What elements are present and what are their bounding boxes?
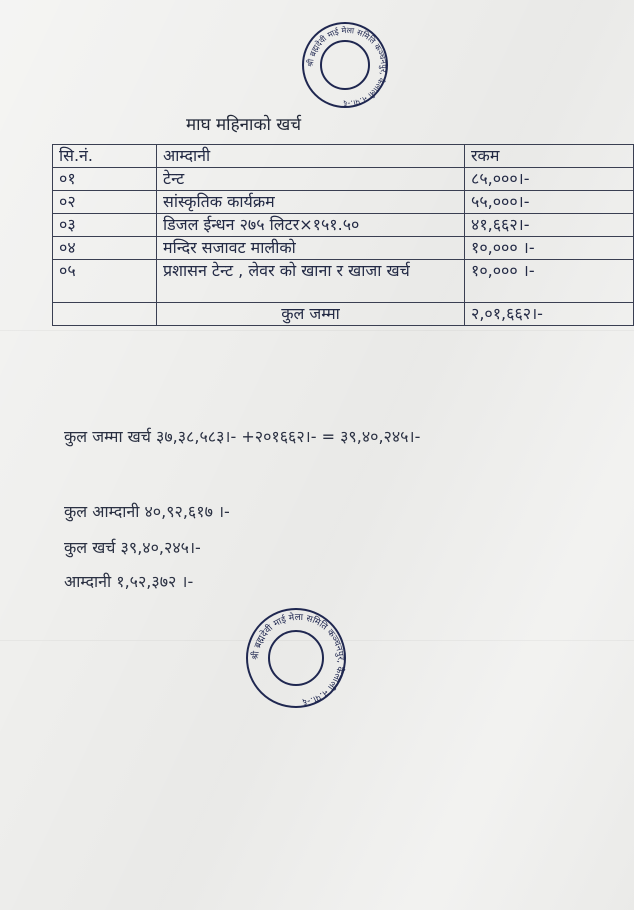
svg-text:श्री ब्रह्मदेवी माई मेला समिति: श्री ब्रह्मदेवी माई मेला समिति कञ्चनपुर, कैलाली न.पा.-६ bbox=[305, 25, 389, 109]
table-row bbox=[53, 214, 634, 237]
row-amount: १०,००० ।- bbox=[465, 260, 634, 303]
row-item: डिजल ईन्धन २७५ लिटर×१५१.५० bbox=[157, 214, 465, 237]
table-row bbox=[53, 237, 634, 260]
table-row bbox=[53, 260, 634, 303]
svg-text:श्री ब्रह्मदेवी माई मेला समिति: श्री ब्रह्मदेवी माई मेला समिति कञ्चनपुर, कैलाली न.पा.-६ bbox=[250, 612, 346, 707]
total-income-line: कुल आम्दानी ४०,९२,६१७ ।- bbox=[64, 502, 230, 521]
total-expense-line: कुल खर्च ३९,४०,२४५।- bbox=[64, 538, 201, 557]
expense-table bbox=[52, 144, 634, 326]
seal-text-ring bbox=[304, 24, 390, 110]
row-sn: ०३ bbox=[53, 214, 157, 237]
row-amount: ४१,६६२।- bbox=[465, 214, 634, 237]
row-amount: ८५,०००।- bbox=[465, 168, 634, 191]
total-empty-cell bbox=[53, 303, 157, 326]
header-amount: रकम bbox=[465, 145, 634, 168]
table-row bbox=[53, 168, 634, 191]
row-amount: १०,००० ।- bbox=[465, 237, 634, 260]
row-amount: ५५,०००।- bbox=[465, 191, 634, 214]
table-row bbox=[53, 191, 634, 214]
row-sn: ०२ bbox=[53, 191, 157, 214]
paper-crease bbox=[0, 330, 634, 331]
seal-text-ring bbox=[248, 610, 348, 710]
table-header-row bbox=[53, 145, 634, 168]
total-amount: २,०१,६६२।- bbox=[465, 303, 634, 326]
row-sn: ०१ bbox=[53, 168, 157, 191]
committee-seal-top bbox=[302, 22, 388, 108]
row-item: मन्दिर सजावट मालीको bbox=[157, 237, 465, 260]
total-label: कुल जम्मा bbox=[157, 303, 465, 326]
row-item: सांस्कृतिक कार्यक्रम bbox=[157, 191, 465, 214]
net-income-line: आम्दानी १,५२,३७२ ।- bbox=[64, 572, 194, 591]
header-sn: सि.नं. bbox=[53, 145, 157, 168]
total-expense-calculation: कुल जम्मा खर्च ३७,३८,५८३।- +२०१६६२।- = ३९,४०,२४५।- bbox=[64, 427, 421, 446]
row-sn: ०४ bbox=[53, 237, 157, 260]
header-item: आम्दानी bbox=[157, 145, 465, 168]
row-item: प्रशासन टेन्ट , लेवर को खाना र खाजा खर्च bbox=[157, 260, 465, 303]
row-item: टेन्ट bbox=[157, 168, 465, 191]
table-total-row bbox=[53, 303, 634, 326]
row-sn: ०५ bbox=[53, 260, 157, 303]
committee-seal-bottom bbox=[246, 608, 346, 708]
page-title: माघ महिनाको खर्च bbox=[186, 115, 302, 135]
